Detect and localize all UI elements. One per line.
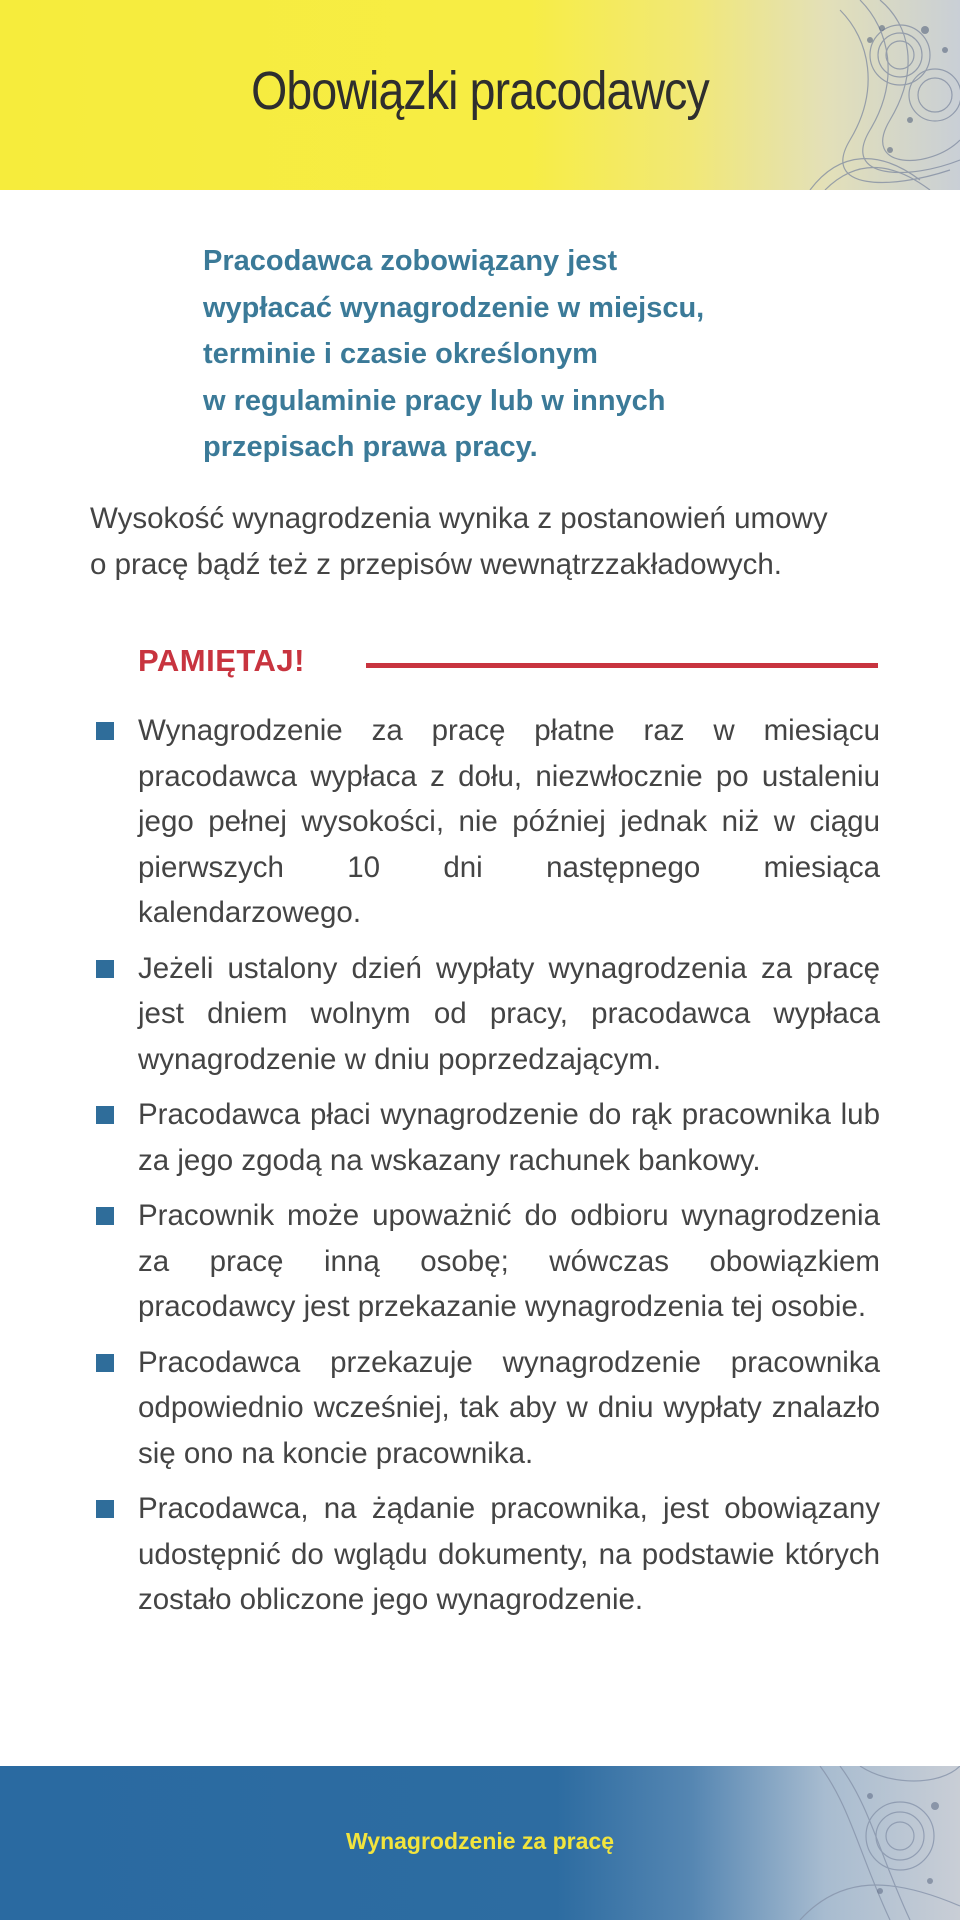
list-item [96, 946, 880, 1083]
lead-line: Pracodawca zobowiązany jest [203, 245, 618, 277]
lead-line: w regulaminie pracy lub w innych [203, 384, 666, 417]
list-item-text: Pracodawca płaci wynagrodzenie do rąk pracownika lub za jego zgodą na wskazany rachunek bankowy. [138, 1098, 880, 1177]
footer-banner [0, 1766, 960, 1920]
body-line: o pracę bądź też z przepisów wewnątrzzakładowych. [90, 548, 782, 581]
square-bullet-icon [96, 722, 114, 740]
list-item-text: Pracodawca przekazuje wynagrodzenie pracownika odpowiednio wcześniej, tak aby w dniu wypłaty znalazło się ono na koncie pracownika. [138, 1345, 880, 1470]
list-item-text: Pracodawca, na żądanie pracownika, jest obowiązany udostępnić do wglądu dokumenty, na podstawie których zostało obliczone jego wynagrodzenie. [138, 1492, 880, 1616]
square-bullet-icon [96, 1500, 114, 1518]
footer-title: Wynagrodzenie za pracę [346, 1828, 614, 1854]
page-title: Obowiązki pracodawcy [251, 61, 709, 121]
square-bullet-icon [96, 960, 114, 978]
body-paragraph [90, 496, 890, 588]
lead-line: przepisach prawa pracy. [203, 431, 538, 463]
lead-line: terminie i czasie określonym [203, 338, 598, 370]
lead-line: wypłacać wynagrodzenie w miejscu, [203, 291, 705, 324]
list-item [96, 708, 880, 936]
square-bullet-icon [96, 1354, 114, 1372]
list-item-text: Jeżeli ustalony dzień wypłaty wynagrodzenia za pracę jest dniem wolnym od pracy, pracodawca wypłaca wynagrodzenie w dniu poprzedzającym. [138, 951, 880, 1076]
body-line: Wysokość wynagrodzenia wynika z postanowień umowy [90, 502, 828, 535]
remember-rule [366, 663, 878, 668]
list-item [96, 1092, 880, 1183]
list-item [96, 1340, 880, 1477]
lead-paragraph [203, 238, 803, 471]
bullet-list [96, 708, 880, 1633]
list-item-text: Pracownik może upoważnić do odbioru wynagrodzenia za pracę inną osobę; wówczas obowiązkiem pracodawcy jest przekazanie wynagrodzenia tej osobie. [138, 1199, 880, 1323]
list-item-text: Wynagrodzenie za pracę płatne raz w miesiącu pracodawca wypłaca z dołu, niezwłocznie po ustaleniu jego pełnej wysokości, nie później jednak niż w ciągu pierwszych 10 dni następnego miesiąca kalendarzowego. [138, 714, 880, 929]
square-bullet-icon [96, 1207, 114, 1225]
header-banner [0, 0, 960, 190]
remember-label: PAMIĘTAJ! [138, 643, 305, 678]
list-item [96, 1193, 880, 1330]
square-bullet-icon [96, 1106, 114, 1124]
remember-heading [138, 643, 878, 687]
list-item [96, 1486, 880, 1623]
